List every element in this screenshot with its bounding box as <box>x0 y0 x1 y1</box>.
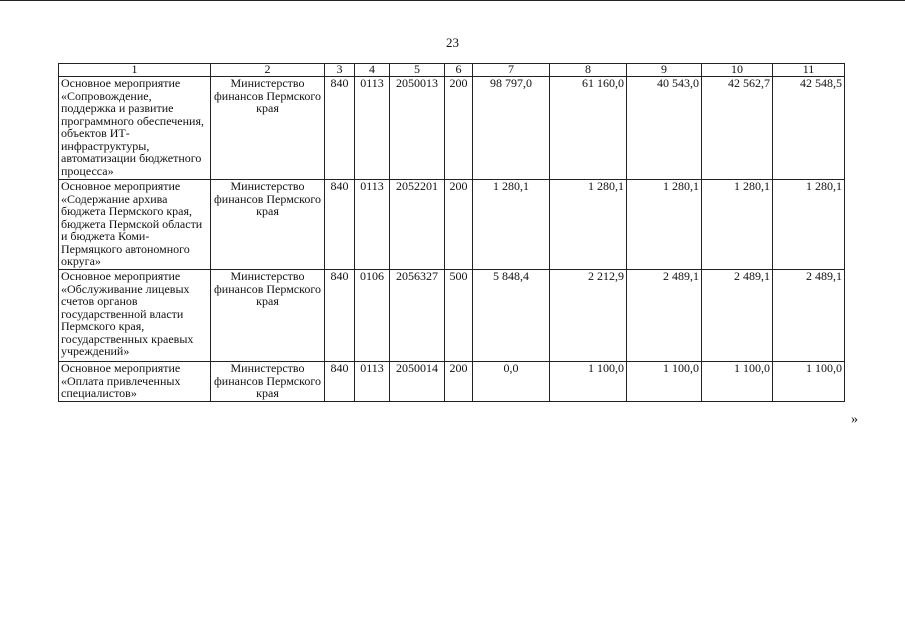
column-header: 5 <box>390 64 445 77</box>
top-rule <box>0 0 905 1</box>
page-number: 23 <box>446 35 459 50</box>
section-code: 0113 <box>355 180 390 270</box>
budget-table <box>58 63 845 402</box>
grbs-code: 840 <box>325 77 355 180</box>
closing-quote-mark: » <box>851 412 858 427</box>
value-col-10: 1 280,1 <box>702 180 773 270</box>
column-header: 1 <box>59 64 211 77</box>
value-col-11: 42 548,5 <box>773 77 845 180</box>
table-row <box>59 180 845 270</box>
target-code: 2050013 <box>390 77 445 180</box>
value-col-7: 5 848,4 <box>473 270 550 362</box>
responsible-org: Министерство финансов Пермского края <box>211 77 325 180</box>
responsible-org: Министерство финансов Пермского края <box>211 180 325 270</box>
value-col-8: 2 212,9 <box>550 270 627 362</box>
target-code: 2056327 <box>390 270 445 362</box>
value-col-7: 98 797,0 <box>473 77 550 180</box>
grbs-code: 840 <box>325 180 355 270</box>
column-header: 3 <box>325 64 355 77</box>
section-code: 0106 <box>355 270 390 362</box>
activity-name: Основное мероприятие «Оплата привлеченных специалистов» <box>59 362 211 402</box>
grbs-code: 840 <box>325 270 355 362</box>
column-header: 2 <box>211 64 325 77</box>
value-col-10: 1 100,0 <box>702 362 773 402</box>
value-col-9: 2 489,1 <box>627 270 702 362</box>
column-header: 11 <box>773 64 845 77</box>
value-col-10: 2 489,1 <box>702 270 773 362</box>
value-col-11: 1 280,1 <box>773 180 845 270</box>
responsible-org: Министерство финансов Пермского края <box>211 362 325 402</box>
value-col-7: 0,0 <box>473 362 550 402</box>
value-col-11: 1 100,0 <box>773 362 845 402</box>
value-col-7: 1 280,1 <box>473 180 550 270</box>
section-code: 0113 <box>355 362 390 402</box>
table-row <box>59 270 845 362</box>
column-header: 9 <box>627 64 702 77</box>
expense-type-code: 500 <box>445 270 473 362</box>
value-col-10: 42 562,7 <box>702 77 773 180</box>
column-header: 10 <box>702 64 773 77</box>
column-header: 7 <box>473 64 550 77</box>
target-code: 2052201 <box>390 180 445 270</box>
activity-name: Основное мероприятие «Сопровождение, поддержка и развитие программного обеспечения, объектов ИТ-инфраструктуры, автоматизации бюджетного процесса» <box>59 77 211 180</box>
expense-type-code: 200 <box>445 362 473 402</box>
value-col-8: 1 100,0 <box>550 362 627 402</box>
header-row <box>59 64 845 77</box>
grbs-code: 840 <box>325 362 355 402</box>
column-header: 6 <box>445 64 473 77</box>
target-code: 2050014 <box>390 362 445 402</box>
expense-type-code: 200 <box>445 180 473 270</box>
table-row <box>59 362 845 402</box>
responsible-org: Министерство финансов Пермского края <box>211 270 325 362</box>
value-col-8: 1 280,1 <box>550 180 627 270</box>
column-header: 4 <box>355 64 390 77</box>
expense-type-code: 200 <box>445 77 473 180</box>
column-header: 8 <box>550 64 627 77</box>
value-col-9: 1 100,0 <box>627 362 702 402</box>
table-row <box>59 77 845 180</box>
value-col-11: 2 489,1 <box>773 270 845 362</box>
section-code: 0113 <box>355 77 390 180</box>
value-col-8: 61 160,0 <box>550 77 627 180</box>
activity-name: Основное мероприятие «Содержание архива бюджета Пермского края, бюджета Пермской области и бюджета Коми-Пермяцкого автономного округа» <box>59 180 211 270</box>
value-col-9: 40 543,0 <box>627 77 702 180</box>
value-col-9: 1 280,1 <box>627 180 702 270</box>
activity-name: Основное мероприятие «Обслуживание лицевых счетов органов государственной власти Пермского края, государственных краевых учреждений» <box>59 270 211 362</box>
